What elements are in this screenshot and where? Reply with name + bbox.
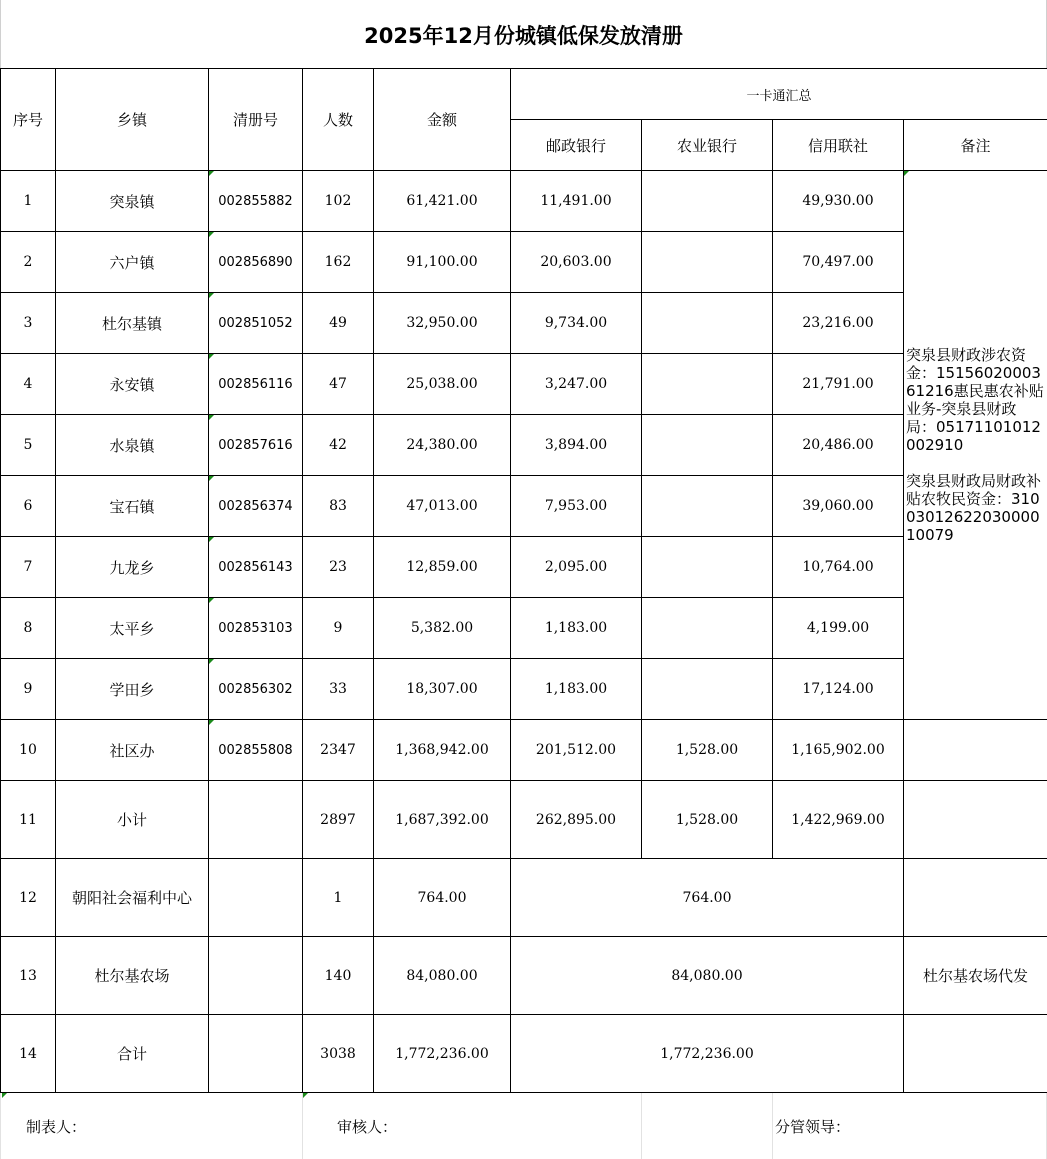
cell-people: 140 [303, 937, 374, 1015]
cell-credit: 70,497.00 [773, 232, 904, 293]
cell-postal: 9,734.00 [511, 293, 642, 354]
table-row [1, 659, 1047, 720]
cell-register [209, 781, 303, 859]
cell-people: 2897 [303, 781, 374, 859]
cell-amount: 32,950.00 [374, 293, 511, 354]
cell-amount: 764.00 [374, 859, 511, 937]
footer-reviewer: 审核人： [303, 1093, 642, 1159]
cell-town: 朝阳社会福利中心 [56, 859, 209, 937]
register-value: 002857616 [218, 437, 293, 453]
cell-amount: 18,307.00 [374, 659, 511, 720]
comment-marker-icon [209, 232, 214, 237]
cell-people: 102 [303, 171, 374, 232]
cell-seq: 13 [1, 937, 56, 1015]
table-row [1, 476, 1047, 537]
cell-town: 永安镇 [56, 354, 209, 415]
table-row [1, 232, 1047, 293]
footer-leader: 分管领导： [773, 1093, 1047, 1159]
cell-seq: 7 [1, 537, 56, 598]
cell-remark [904, 720, 1047, 781]
header-people: 人数 [303, 69, 374, 171]
cell-seq: 10 [1, 720, 56, 781]
cell-amount: 5,382.00 [374, 598, 511, 659]
comment-marker-icon [209, 659, 214, 664]
remark-part-1: 突泉县财政涉农资金：1515602000361216惠民惠农补贴业务-突泉县财政局：05171101012002910 [906, 346, 1044, 454]
cell-amount: 24,380.00 [374, 415, 511, 476]
cell-postal: 2,095.00 [511, 537, 642, 598]
register-value: 002855808 [218, 742, 293, 758]
cell-card-merged: 1,772,236.00 [511, 1015, 904, 1093]
register-value: 002856374 [218, 498, 293, 514]
cell-people: 162 [303, 232, 374, 293]
cell-seq: 8 [1, 598, 56, 659]
cell-people: 2347 [303, 720, 374, 781]
table-row [1, 537, 1047, 598]
cell-register [209, 1015, 303, 1093]
cell-seq: 11 [1, 781, 56, 859]
cell-seq: 5 [1, 415, 56, 476]
cell-town: 合计 [56, 1015, 209, 1093]
cell-postal: 262,895.00 [511, 781, 642, 859]
table-row [1, 354, 1047, 415]
comment-marker-icon [904, 171, 909, 176]
cell-register [209, 354, 303, 415]
cell-postal: 3,247.00 [511, 354, 642, 415]
cell-register [209, 720, 303, 781]
cell-register [209, 598, 303, 659]
comment-marker-icon [209, 720, 214, 725]
header-township: 乡镇 [56, 69, 209, 171]
cell-register [209, 476, 303, 537]
cell-register [209, 232, 303, 293]
cell-credit: 20,486.00 [773, 415, 904, 476]
cell-town: 杜尔基农场 [56, 937, 209, 1015]
cell-register [209, 937, 303, 1015]
cell-credit: 17,124.00 [773, 659, 904, 720]
header-seq: 序号 [1, 69, 56, 171]
footer-maker: 制表人： [0, 1093, 303, 1159]
cell-people: 1 [303, 859, 374, 937]
cell-credit: 21,791.00 [773, 354, 904, 415]
cell-town: 宝石镇 [56, 476, 209, 537]
cell-people: 49 [303, 293, 374, 354]
cell-agri: 1,528.00 [642, 781, 773, 859]
cell-amount: 12,859.00 [374, 537, 511, 598]
register-value: 002851052 [218, 315, 293, 331]
cell-seq: 6 [1, 476, 56, 537]
cell-remark [904, 1015, 1047, 1093]
remark-part-2: 突泉县财政局财政补贴农牧民资金：3100301262203000010079 [906, 472, 1042, 544]
register-value: 002856302 [218, 681, 293, 697]
cell-register [209, 293, 303, 354]
comment-marker-icon [209, 537, 214, 542]
cell-agri [642, 171, 773, 232]
header-remark: 备注 [904, 120, 1047, 171]
cell-credit: 1,165,902.00 [773, 720, 904, 781]
cell-amount: 1,772,236.00 [374, 1015, 511, 1093]
cell-credit: 23,216.00 [773, 293, 904, 354]
cell-amount: 84,080.00 [374, 937, 511, 1015]
table-row [1, 720, 1047, 781]
cell-seq: 1 [1, 171, 56, 232]
cell-amount: 47,013.00 [374, 476, 511, 537]
allowance-table [0, 68, 1047, 1093]
cell-town: 社区办 [56, 720, 209, 781]
header-amount: 金额 [374, 69, 511, 171]
cell-postal: 7,953.00 [511, 476, 642, 537]
cell-remark: 杜尔基农场代发 [904, 937, 1047, 1015]
cell-town: 学田乡 [56, 659, 209, 720]
cell-people: 9 [303, 598, 374, 659]
cell-postal: 201,512.00 [511, 720, 642, 781]
farm-row [1, 937, 1047, 1015]
cell-amount: 91,100.00 [374, 232, 511, 293]
cell-credit: 49,930.00 [773, 171, 904, 232]
cell-town: 六户镇 [56, 232, 209, 293]
cell-people: 47 [303, 354, 374, 415]
cell-town: 水泉镇 [56, 415, 209, 476]
cell-postal: 1,183.00 [511, 659, 642, 720]
cell-amount: 25,038.00 [374, 354, 511, 415]
comment-marker-icon [209, 415, 214, 420]
header-agri: 农业银行 [642, 120, 773, 171]
cell-town: 九龙乡 [56, 537, 209, 598]
cell-agri [642, 293, 773, 354]
header-row-1 [1, 69, 1047, 120]
cell-amount: 61,421.00 [374, 171, 511, 232]
cell-town: 杜尔基镇 [56, 293, 209, 354]
cell-people: 42 [303, 415, 374, 476]
table-row [1, 415, 1047, 476]
cell-postal: 3,894.00 [511, 415, 642, 476]
cell-credit: 10,764.00 [773, 537, 904, 598]
cell-register [209, 171, 303, 232]
header-register: 清册号 [209, 69, 303, 171]
cell-town: 小计 [56, 781, 209, 859]
cell-town: 突泉镇 [56, 171, 209, 232]
cell-register [209, 659, 303, 720]
signature-footer [0, 1093, 1047, 1159]
cell-agri [642, 354, 773, 415]
header-credit: 信用联社 [773, 120, 904, 171]
cell-people: 83 [303, 476, 374, 537]
cell-remark [904, 859, 1047, 937]
cell-seq: 9 [1, 659, 56, 720]
header-card-summary: 一卡通汇总 [511, 69, 1047, 120]
cell-people: 33 [303, 659, 374, 720]
cell-remark [904, 781, 1047, 859]
register-value: 002855882 [218, 193, 293, 209]
cell-card-merged: 84,080.00 [511, 937, 904, 1015]
cell-people: 23 [303, 537, 374, 598]
comment-marker-icon [209, 354, 214, 359]
cell-postal: 20,603.00 [511, 232, 642, 293]
comment-marker-icon [209, 598, 214, 603]
comment-marker-icon [209, 293, 214, 298]
cell-postal: 11,491.00 [511, 171, 642, 232]
comment-marker-icon [209, 476, 214, 481]
subtotal-row [1, 781, 1047, 859]
cell-register [209, 415, 303, 476]
cell-credit: 39,060.00 [773, 476, 904, 537]
register-value: 002856143 [218, 559, 293, 575]
cell-credit: 1,422,969.00 [773, 781, 904, 859]
cell-agri: 1,528.00 [642, 720, 773, 781]
header-postal: 邮政银行 [511, 120, 642, 171]
cell-register [209, 859, 303, 937]
cell-amount: 1,687,392.00 [374, 781, 511, 859]
cell-amount: 1,368,942.00 [374, 720, 511, 781]
cell-seq: 3 [1, 293, 56, 354]
cell-agri [642, 537, 773, 598]
cell-credit: 4,199.00 [773, 598, 904, 659]
total-row [1, 1015, 1047, 1093]
register-value: 002853103 [218, 620, 293, 636]
footer-blank [642, 1093, 773, 1159]
remark-account-info [904, 171, 1047, 720]
cell-seq: 12 [1, 859, 56, 937]
cell-seq: 4 [1, 354, 56, 415]
cell-agri [642, 476, 773, 537]
cell-seq: 14 [1, 1015, 56, 1093]
cell-seq: 2 [1, 232, 56, 293]
register-value: 002856890 [218, 254, 293, 270]
comment-marker-icon [209, 171, 214, 176]
cell-register [209, 537, 303, 598]
table-row [1, 293, 1047, 354]
cell-agri [642, 415, 773, 476]
cell-card-merged: 764.00 [511, 859, 904, 937]
cell-postal: 1,183.00 [511, 598, 642, 659]
register-value: 002856116 [218, 376, 293, 392]
table-row [1, 598, 1047, 659]
cell-town: 太平乡 [56, 598, 209, 659]
sheet-title: 2025年12月份城镇低保发放清册 [0, 0, 1047, 69]
cell-people: 3038 [303, 1015, 374, 1093]
cell-agri [642, 598, 773, 659]
cell-agri [642, 659, 773, 720]
table-row [1, 171, 1047, 232]
welfare-center-row [1, 859, 1047, 937]
cell-agri [642, 232, 773, 293]
